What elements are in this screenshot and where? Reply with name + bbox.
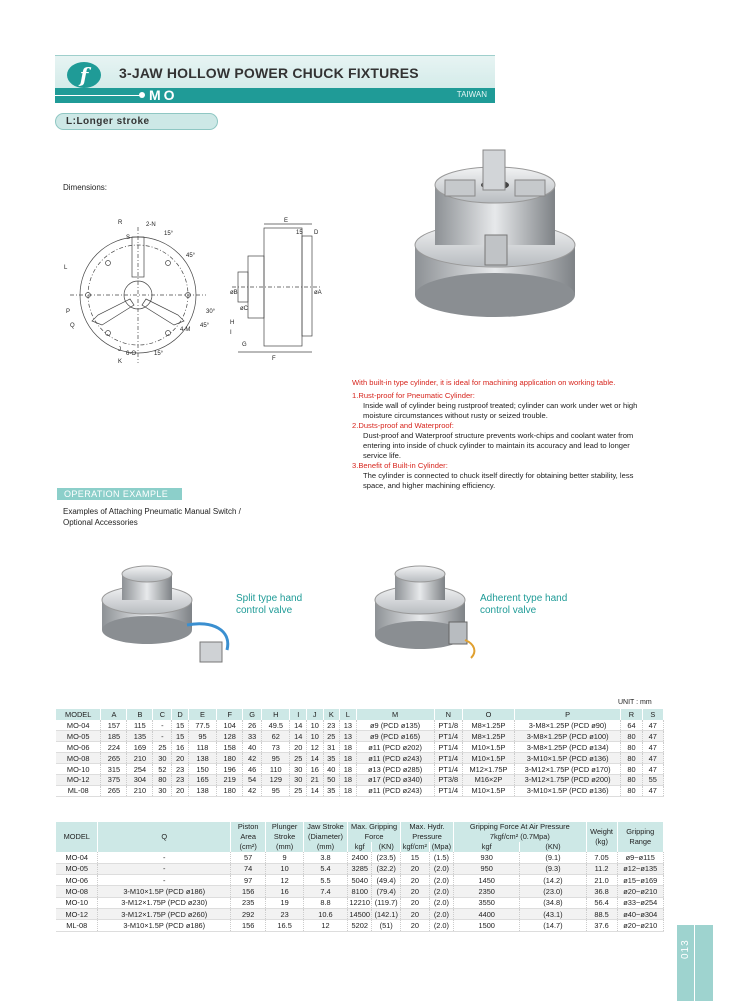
brand-logo: f [67, 62, 101, 88]
table-cell: 3.8 [303, 852, 347, 863]
table-cell: 80 [621, 774, 642, 785]
unit-label: UNIT : mm [618, 699, 652, 706]
svg-text:45°: 45° [186, 253, 196, 259]
svg-text:I: I [230, 330, 232, 336]
table-cell: (2.0) [429, 920, 453, 931]
table-cell: ø13 (PCD ø285) [356, 764, 434, 775]
svg-text:D: D [314, 230, 319, 236]
table-cell: - [153, 720, 172, 731]
svg-text:30°: 30° [206, 309, 216, 315]
table-cell: 156 [231, 886, 266, 897]
feature-heading: 2.Dusts-proof and Waterproof: [352, 421, 454, 430]
table-cell: 47 [642, 764, 663, 775]
table-cell: ø15~ø169 [617, 875, 663, 886]
table-cell: 40 [323, 764, 340, 775]
svg-text:E: E [284, 218, 289, 224]
table-cell: (79.4) [372, 886, 401, 897]
table-cell: 265 [101, 753, 127, 764]
svg-text:15°: 15° [154, 351, 164, 357]
table-cell: 9 [266, 852, 304, 863]
table-cell: 57 [231, 852, 266, 863]
table-cell: (23.5) [372, 852, 401, 863]
table-cell: 21 [307, 774, 324, 785]
table-row [56, 753, 664, 764]
table-cell: 95 [262, 785, 290, 796]
table-cell: (43.1) [520, 908, 586, 919]
svg-text:S: S [126, 235, 131, 241]
table-cell: 15 [401, 852, 430, 863]
table-cell: 1500 [454, 920, 520, 931]
table-cell: (2.0) [429, 863, 453, 874]
table-cell: 40 [243, 742, 262, 753]
table-cell: 62 [262, 731, 290, 742]
table-cell: PT1/4 [434, 785, 462, 796]
table-cell: (9.1) [520, 852, 586, 863]
table-cell: 50 [323, 774, 340, 785]
country-label: TAIWAN [456, 90, 487, 99]
table-cell: 47 [642, 731, 663, 742]
table-cell: ø40~ø304 [617, 908, 663, 919]
table-cell: M10×1.5P [462, 742, 514, 753]
table-cell: M16×2P [462, 774, 514, 785]
svg-text:L: L [64, 265, 68, 271]
table-cell: 64 [621, 720, 642, 731]
feature-text: Dust-proof and Waterproof structure prevents work-chips and coolant water from entering into inside of chuck cylinder to maintain its accuracy and lead to longer service life. [363, 431, 634, 460]
feature-heading: 1.Rust-proof for Pneumatic Cylinder: [352, 391, 475, 400]
table-cell: MO-12 [56, 774, 101, 785]
svg-text:4-M: 4-M [180, 327, 191, 333]
table-cell: 30 [290, 774, 307, 785]
table-cell: 14 [307, 753, 324, 764]
table-cell: PT3/8 [434, 774, 462, 785]
table-row [56, 908, 664, 919]
table-cell: ø9~ø115 [617, 852, 663, 863]
table-cell: 54 [243, 774, 262, 785]
table-cell: 80 [621, 742, 642, 753]
table-cell: MO-05 [56, 863, 98, 874]
table-cell: 3-M12×1.75P (PCD ø200) [514, 774, 620, 785]
table-cell: 20 [401, 897, 430, 908]
table-cell: 185 [101, 731, 127, 742]
table-cell: 5.5 [303, 875, 347, 886]
table-row [56, 852, 664, 863]
table-cell: 23 [172, 764, 189, 775]
table-cell: 77.5 [188, 720, 216, 731]
table-cell: ø11 (PCD ø243) [356, 785, 434, 796]
table-cell: 11.2 [586, 863, 617, 874]
table-cell: 930 [454, 852, 520, 863]
table-cell: 292 [231, 908, 266, 919]
table-cell: 56.4 [586, 897, 617, 908]
table-cell: 18 [340, 742, 357, 753]
table-cell: 23 [172, 774, 189, 785]
table-cell: - [98, 863, 231, 874]
table-cell: (23.0) [520, 886, 586, 897]
table-cell: (51) [372, 920, 401, 931]
table-cell: 25 [290, 753, 307, 764]
table-row [56, 875, 664, 886]
table-cell: 10 [307, 731, 324, 742]
feature-heading: 3.Benefit of Built-in Cylinder: [352, 461, 448, 470]
table-cell: PT1/4 [434, 753, 462, 764]
table-cell: 18 [340, 764, 357, 775]
table-cell: 37.6 [586, 920, 617, 931]
performance-table: MODEL Q Piston Area (cm²) Plunger Stroke (mm) Jaw Stroke (Diameter) (mm) Max. Gripping Force Max. Hydr. Pressure Gripping Force At Air Pressure 7kgf/cm² (0.7Mpa) Weight (kg) Gripping Range kgf (KN) kgf/cm² (Mpa) kgf (KN) MO-04 - 57 9 3.8 2400 (23.5) 15 (1.5) 930 (9.1) 7.05 ø9~ø115 MO-05 - 74 10 5.4 3285 (32.2) 20 (2.0) 950 (9.3) 11.2 ø12~ø135 MO-06 - 97 12 5.5 5040 (49.4) 20 (2.0) 1450 (14.2) 21.0 ø15~ø169 MO-08 3-M10×1.5P (PCD ø186) 156 16 7.4 8100 (79.4) 20 (2.0) 2350 (23.0) 36.8 ø20~ø210 MO-10 3-M12×1.75P (PCD ø230) 235 19 8.8 12210 (119.7) 20 (2.0) 3550 (34.8) 56.4 ø33~ø254 MO-12 3-M12×1.75P (PCD ø260) 292 23 10.6 14500 (142.1) 20 (2.0) 4400 (43.1) 88.5 ø40~ø304 ML-08 3-M10×1.5P (PCD ø186) 156 16.5 12 5202 (51) 20 (2.0) 1500 (14.7) 37.6 ø20~ø210 [56, 822, 664, 932]
table-row [56, 742, 664, 753]
table-cell: ø12~ø135 [617, 863, 663, 874]
table-row [56, 731, 664, 742]
operation-example-heading: OPERATION EXAMPLE [57, 488, 182, 500]
table-cell: 25 [153, 742, 172, 753]
table-cell: 104 [217, 720, 243, 731]
svg-text:K: K [118, 359, 123, 365]
table-cell: 3-M10×1.5P (PCD ø136) [514, 753, 620, 764]
svg-text:2-N: 2-N [146, 222, 156, 228]
table-cell: 115 [127, 720, 153, 731]
table-cell: MO-08 [56, 753, 101, 764]
table-cell: 18 [340, 774, 357, 785]
table-cell: 8100 [348, 886, 372, 897]
table-cell: 18 [340, 785, 357, 796]
table-cell: M8×1.25P [462, 731, 514, 742]
table-cell: 210 [127, 753, 153, 764]
table-cell: 30 [153, 753, 172, 764]
table-cell: 12 [307, 742, 324, 753]
table-cell: 3-M8×1.25P (PCD ø100) [514, 731, 620, 742]
table-cell: 20 [401, 863, 430, 874]
table-cell: 2400 [348, 852, 372, 863]
table-cell: M12×1.75P [462, 764, 514, 775]
table-cell: M8×1.25P [462, 720, 514, 731]
split-valve-photo [92, 560, 252, 680]
svg-text:J: J [118, 347, 121, 353]
feature-text: Inside wall of cylinder being rustproof treated; cylinder can work under wet or high moisture circumstances without rusty or seized trouble. [363, 401, 638, 420]
table-cell: 25 [323, 731, 340, 742]
table-cell: (14.2) [520, 875, 586, 886]
svg-text:F: F [272, 356, 276, 362]
table-cell: 5202 [348, 920, 372, 931]
table-cell: 138 [188, 785, 216, 796]
svg-text:H: H [230, 320, 235, 326]
table-cell: ø9 (PCD ø135) [356, 720, 434, 731]
table-cell: 21.0 [586, 875, 617, 886]
table-cell: 950 [454, 863, 520, 874]
table-cell: 3-M12×1.75P (PCD ø170) [514, 764, 620, 775]
table-cell: 15 [172, 720, 189, 731]
table-cell: 3-M8×1.25P (PCD ø134) [514, 742, 620, 753]
table-cell: PT1/4 [434, 764, 462, 775]
table-cell: 80 [153, 774, 172, 785]
table-cell: MO-10 [56, 764, 101, 775]
table-cell: 47 [642, 753, 663, 764]
table-cell: ø17 (PCD ø340) [356, 774, 434, 785]
table-cell: 23 [323, 720, 340, 731]
table-cell: ø9 (PCD ø165) [356, 731, 434, 742]
page-title: 3-JAW HOLLOW POWER CHUCK FIXTURES [119, 65, 419, 81]
table-cell: 47 [642, 742, 663, 753]
table-cell: 235 [231, 897, 266, 908]
table-cell: 20 [401, 908, 430, 919]
table-cell: 23 [266, 908, 304, 919]
table-cell: 31 [323, 742, 340, 753]
table-cell: M10×1.5P [462, 753, 514, 764]
table-row [56, 897, 664, 908]
table-cell: 128 [217, 731, 243, 742]
page-tab [677, 925, 713, 1001]
table-cell: MO-04 [56, 720, 101, 731]
table-cell: (2.0) [429, 886, 453, 897]
table-header-row: MODEL Q Piston Area (cm²) Plunger Stroke (mm) Jaw Stroke (Diameter) (mm) Max. Gripping Force Max. Hydr. Pressure Gripping Force At Air Pressure 7kgf/cm² (0.7Mpa) Weight (kg) Gripping Range [56, 822, 664, 842]
table-cell: 80 [621, 785, 642, 796]
table-row [56, 764, 664, 775]
table-cell: (32.2) [372, 863, 401, 874]
table-cell: ø20~ø210 [617, 920, 663, 931]
adherent-valve-photo [365, 560, 485, 670]
table-cell: 14 [290, 720, 307, 731]
adherent-valve-caption: Adherent type hand control valve [480, 593, 568, 616]
table-cell: 10 [307, 720, 324, 731]
table-cell: (34.8) [520, 897, 586, 908]
table-cell: 52 [153, 764, 172, 775]
table-cell: 5040 [348, 875, 372, 886]
table-cell: 5.4 [303, 863, 347, 874]
table-row [56, 886, 664, 897]
table-cell: 3-M12×1.75P (PCD ø260) [98, 908, 231, 919]
table-cell: 16 [307, 764, 324, 775]
table-cell: 25 [290, 785, 307, 796]
split-valve-caption: Split type hand control valve [236, 593, 303, 616]
table-cell: 180 [217, 753, 243, 764]
svg-text:øB: øB [230, 290, 238, 296]
table-cell: 157 [101, 720, 127, 731]
table-cell: 30 [290, 764, 307, 775]
table-cell: 196 [217, 764, 243, 775]
table-cell: 13 [340, 720, 357, 731]
table-cell: 156 [231, 920, 266, 931]
table-cell: ø11 (PCD ø243) [356, 753, 434, 764]
svg-text:6-O: 6-O [126, 351, 137, 357]
table-cell: 73 [262, 742, 290, 753]
table-cell: 15 [172, 731, 189, 742]
table-cell: 42 [243, 785, 262, 796]
table-cell: 224 [101, 742, 127, 753]
table-cell: 1450 [454, 875, 520, 886]
svg-text:P: P [66, 309, 71, 315]
table-cell: 138 [188, 753, 216, 764]
chuck-product-photo [405, 140, 585, 325]
table-cell: MO-12 [56, 908, 98, 919]
table-cell: (49.4) [372, 875, 401, 886]
table-cell: 49.5 [262, 720, 290, 731]
table-cell: (2.0) [429, 908, 453, 919]
table-cell: 135 [127, 731, 153, 742]
table-cell: 80 [621, 753, 642, 764]
table-cell: - [98, 875, 231, 886]
table-cell: 3-M10×1.5P (PCD ø186) [98, 920, 231, 931]
table-cell: 3550 [454, 897, 520, 908]
svg-text:øA: øA [314, 290, 322, 296]
table-cell: 375 [101, 774, 127, 785]
table-cell: 3-M12×1.75P (PCD ø230) [98, 897, 231, 908]
table-cell: 10.6 [303, 908, 347, 919]
table-cell: (9.3) [520, 863, 586, 874]
svg-text:R: R [118, 220, 123, 226]
table-cell: 12210 [349, 898, 370, 908]
table-cell: ø11 (PCD ø202) [356, 742, 434, 753]
table-cell: 95 [188, 731, 216, 742]
table-cell: PT1/4 [434, 742, 462, 753]
table-cell: 7.4 [303, 886, 347, 897]
table-row [56, 774, 664, 785]
table-row [56, 920, 664, 931]
svg-text:øC: øC [240, 306, 248, 312]
table-cell: 95 [262, 753, 290, 764]
svg-text:Q: Q [70, 323, 75, 329]
table-cell: 158 [217, 742, 243, 753]
page-number: 013 [680, 939, 691, 959]
table-cell: MO-06 [56, 875, 98, 886]
table-cell: 42 [243, 753, 262, 764]
table-cell: 30 [153, 785, 172, 796]
table-cell: 180 [217, 785, 243, 796]
table-cell: 8.8 [303, 897, 347, 908]
table-cell: ML-08 [56, 920, 98, 931]
intro-text: With built-in type cylinder, it is ideal for machining application on working table. [352, 378, 616, 387]
side-view-drawing [228, 214, 328, 364]
table-cell: 12 [303, 920, 347, 931]
table-cell: PT1/8 [434, 720, 462, 731]
table-cell: 20 [401, 920, 430, 931]
table-cell: 20 [401, 886, 430, 897]
table-cell: 55 [642, 774, 663, 785]
svg-text:15: 15 [296, 230, 303, 236]
table-cell: (1.5) [429, 852, 453, 863]
svg-text:45°: 45° [200, 323, 210, 329]
table-cell: (2.0) [429, 897, 453, 908]
table-cell: 118 [188, 742, 216, 753]
table-cell: 265 [101, 785, 127, 796]
table-cell: 7.05 [586, 852, 617, 863]
table-cell: 80 [621, 731, 642, 742]
table-cell: MO-05 [56, 731, 101, 742]
feature-text: The cylinder is connected to chuck itself directly for obtaining better stability, less space, and higher machining efficiency. [363, 471, 634, 490]
table-cell: ML-08 [56, 785, 101, 796]
dimensions-label: Dimensions: [63, 183, 108, 192]
table-cell: 20 [172, 785, 189, 796]
table-cell: 26 [243, 720, 262, 731]
table-cell: MO-08 [56, 886, 98, 897]
table-cell: 3-M10×1.5P (PCD ø186) [98, 886, 231, 897]
table-cell: 35 [323, 785, 340, 796]
feature-description [352, 378, 642, 491]
table-cell: ø33~ø254 [617, 897, 663, 908]
series-bar [55, 88, 495, 103]
dimensions-table [56, 709, 664, 797]
table-cell: PT1/4 [434, 731, 462, 742]
operation-example-text: Examples of Attaching Pneumatic Manual Switch / Optional Accessories [63, 507, 241, 527]
svg-text:G: G [242, 342, 247, 348]
table-cell: (119.7) [372, 897, 401, 908]
table-cell: 97 [231, 875, 266, 886]
table-cell: 169 [127, 742, 153, 753]
table-cell: 12 [266, 875, 304, 886]
table-cell: 129 [262, 774, 290, 785]
section-subtitle: L:Longer stroke [55, 113, 218, 130]
table-cell: 35 [323, 753, 340, 764]
table-cell: MO-06 [56, 742, 101, 753]
table-cell: 254 [127, 764, 153, 775]
table-cell: 3-M10×1.5P (PCD ø136) [514, 785, 620, 796]
front-view-drawing [60, 215, 220, 375]
svg-text:15°: 15° [164, 231, 174, 237]
table-cell: 14 [290, 731, 307, 742]
table-cell: 18 [340, 753, 357, 764]
table-cell: 219 [217, 774, 243, 785]
table-cell: (14.7) [520, 920, 586, 931]
table-cell: 16 [172, 742, 189, 753]
table-header-row: MODEL A B C D E F G H I J K L M N O P R S [56, 709, 664, 720]
table-cell: MO-10 [56, 897, 98, 908]
table-cell: 20 [172, 753, 189, 764]
table-cell: (2.0) [429, 875, 453, 886]
table-cell: 210 [127, 785, 153, 796]
table-cell: 3-M8×1.25P (PCD ø90) [514, 720, 620, 731]
table-cell: 10 [266, 863, 304, 874]
table-cell: 14 [307, 785, 324, 796]
table-cell: 13 [340, 731, 357, 742]
table-cell: 4400 [454, 908, 520, 919]
table-cell: 46 [243, 764, 262, 775]
table-cell: 3285 [348, 863, 372, 874]
table-cell: 165 [188, 774, 216, 785]
series-code: MO [149, 87, 178, 103]
table-row [56, 720, 664, 731]
table-cell: 80 [621, 764, 642, 775]
table-cell: M10×1.5P [462, 785, 514, 796]
table-cell: 74 [231, 863, 266, 874]
table-cell: 16.5 [266, 920, 304, 931]
table-cell: 315 [101, 764, 127, 775]
table-cell: 36.8 [586, 886, 617, 897]
table-cell: 47 [642, 785, 663, 796]
table-cell: 2350 [454, 886, 520, 897]
table-cell: 20 [401, 875, 430, 886]
table-cell: - [98, 852, 231, 863]
table-cell: - [153, 731, 172, 742]
table-cell: MO-04 [56, 852, 98, 863]
table-cell: 20 [290, 742, 307, 753]
table-cell: 33 [243, 731, 262, 742]
table-cell: (142.1) [372, 908, 401, 919]
table-cell: 19 [266, 897, 304, 908]
table-row [56, 863, 664, 874]
table-cell: 150 [188, 764, 216, 775]
table-cell: 304 [127, 774, 153, 785]
table-cell: 110 [262, 764, 290, 775]
table-cell: ø20~ø210 [617, 886, 663, 897]
table-cell: 16 [266, 886, 304, 897]
table-row [56, 785, 664, 796]
table-cell: 47 [642, 720, 663, 731]
table-cell: 88.5 [586, 908, 617, 919]
table-cell: 14500 [349, 909, 370, 919]
